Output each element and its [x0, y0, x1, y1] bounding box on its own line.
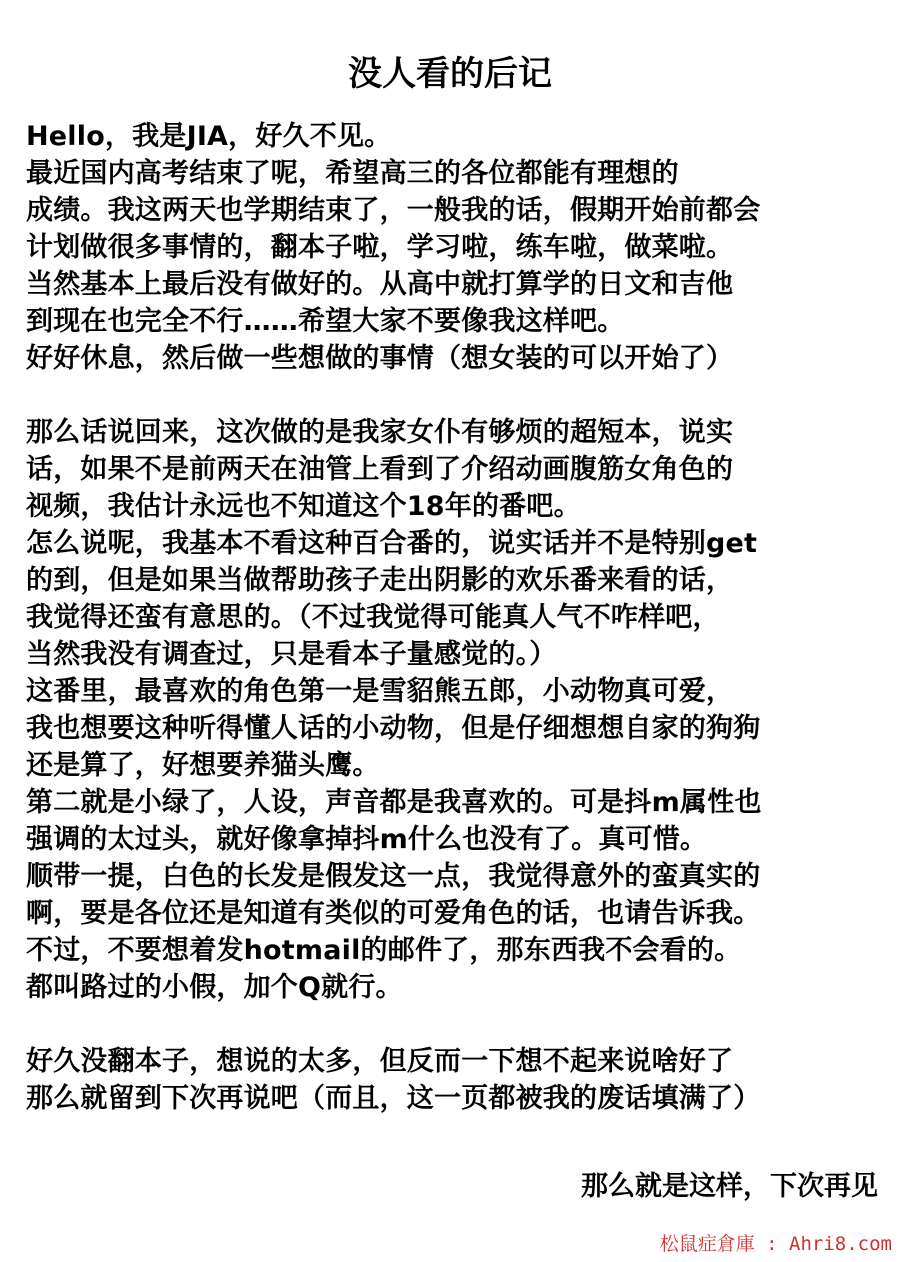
- text-line: 顺带一提，白色的长发是假发这一点，我觉得意外的蛮真实的: [26, 861, 761, 892]
- text-line: 这番里，最喜欢的角色第一是雪貂熊五郎，小动物真可爱，: [26, 676, 734, 707]
- text-line: 视频，我估计永远也不知道这个18年的番吧。: [26, 491, 581, 522]
- text-line: 计划做很多事情的，翻本子啦，学习啦，练车啦，做菜啦。: [26, 232, 734, 263]
- text-line: 那么就留到下次再说吧（而且，这一页都被我的废话填满了）: [26, 1083, 761, 1114]
- text-line: 到现在也完全不行……希望大家不要像我这样吧。: [26, 306, 625, 337]
- text-line: 话，如果不是前两天在油管上看到了介绍动画腹筋女角色的: [26, 454, 734, 485]
- sign-off: 那么就是这样，下次再见: [581, 1171, 878, 1202]
- text-line: 那么话说回来，这次做的是我家女仆有够烦的超短本，说实: [26, 417, 734, 448]
- watermark-text: 松鼠症倉庫 : Ahri8.com: [659, 1233, 892, 1255]
- text-line: 第二就是小绿了，人设，声音都是我喜欢的。可是抖m属性也: [26, 787, 762, 818]
- paragraph-greeting: [26, 118, 886, 377]
- text-line: Hello，我是JIA，好久不见。: [26, 121, 392, 152]
- text-line: 不过，不要想着发hotmail的邮件了，那东西我不会看的。: [26, 935, 742, 966]
- text-line: 最近国内高考结束了呢，希望高三的各位都能有理想的: [26, 158, 679, 189]
- text-line: 我觉得还蛮有意思的。（不过我觉得可能真人气不咋样吧，: [26, 602, 720, 633]
- text-line: 好久没翻本子，想说的太多，但反而一下想不起来说啥好了: [26, 1046, 734, 1077]
- text-line: 成绩。我这两天也学期结束了，一般我的话，假期开始前都会: [26, 195, 761, 226]
- text-line: 啊，要是各位还是知道有类似的可爱角色的话，也请告诉我。: [26, 898, 761, 929]
- text-line: 的到，但是如果当做帮助孩子走出阴影的欢乐番来看的话，: [26, 565, 734, 596]
- text-line: 当然基本上最后没有做好的。从高中就打算学的日文和吉他: [26, 269, 734, 300]
- paragraph-main: [26, 414, 886, 1006]
- text-line: 怎么说呢，我基本不看这种百合番的，说实话并不是特别get: [26, 528, 758, 559]
- paragraph-closing: [26, 1043, 886, 1117]
- text-line: 还是算了，好想要养猫头鹰。: [26, 750, 380, 781]
- text-line: 都叫路过的小假，加个Q就行。: [26, 972, 403, 1003]
- text-line: 我也想要这种听得懂人话的小动物，但是仔细想想自家的狗狗: [26, 713, 761, 744]
- paragraph-gap: [26, 1006, 886, 1043]
- text-line: 好好休息，然后做一些想做的事情（想女装的可以开始了）: [26, 343, 734, 374]
- afterword-body: [26, 118, 886, 1117]
- paragraph-gap: [26, 377, 886, 414]
- page-title: 没人看的后记: [348, 54, 552, 94]
- text-line: 当然我没有调查过，只是看本子量感觉的。）: [26, 639, 557, 670]
- text-line: 强调的太过头，就好像拿掉抖m什么也没有了。真可惜。: [26, 824, 708, 855]
